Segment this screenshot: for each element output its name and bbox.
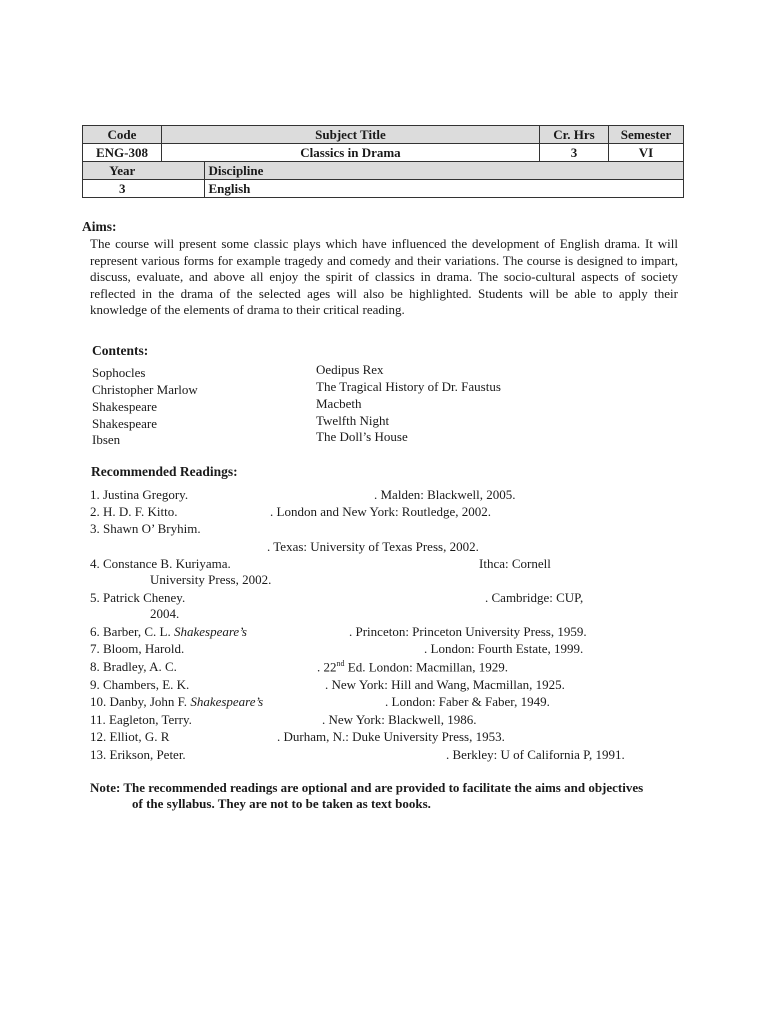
reading-author: 4. Constance B. Kuriyama. [90, 556, 231, 571]
reading-author: 1. Justina Gregory. [90, 487, 189, 502]
reading-author: 7. Bloom, Harold. [90, 641, 185, 656]
course-title: Classics in Drama [162, 144, 540, 162]
contents-heading: Contents: [92, 343, 149, 358]
reading-title-fragment: Shakespeare’s [173, 624, 247, 639]
reading-author: 8. Bradley, A. C. [90, 659, 177, 674]
credit-hours: 3 [540, 144, 609, 162]
aims-text: The course will present some classic plays which have influenced the development of English drama. It will represent various forms for example tragedy and comedy and their variations. The course is designed to impart, discuss, evaluate, and above all enjoy the spirit of classics in drama. The socio-cultural aspects of society reflected in the drama of the selected ages will also be highlighted. Students will be able to apply their knowledge of the elements of drama to their critical reading. [90, 236, 678, 317]
content-work: Oedipus Rex [316, 362, 384, 377]
table-header-row [83, 126, 684, 144]
content-author: Shakespeare [92, 416, 157, 431]
content-work: The Doll’s House [316, 429, 408, 444]
reading-publication: . Cambridge: CUP, [485, 590, 584, 605]
reading-publication: . London and New York: Routledge, 2002. [270, 504, 491, 519]
reading-publication: . London: Faber & Faber, 1949. [385, 694, 550, 709]
note-line-1: Note: The recommended readings are optional and are provided to facilitate the aims and objectives [90, 780, 644, 795]
aims-heading: Aims: [82, 219, 117, 234]
code-header: Code [83, 126, 162, 144]
reading-publication: . Texas: University of Texas Press, 2002. [267, 539, 479, 554]
reading-author: 2. H. D. F. Kitto. [90, 504, 178, 519]
reading-publication: . New York: Blackwell, 1986. [322, 712, 477, 727]
content-author: Sophocles [92, 365, 146, 380]
reading-publication [317, 659, 508, 675]
reading-publication: . Malden: Blackwell, 2005. [374, 487, 516, 502]
reading-author: 12. Elliot, G. R [90, 729, 170, 744]
course-code: ENG-308 [83, 144, 162, 162]
reading-author: 9. Chambers, E. K. [90, 677, 190, 692]
semester-header: Semester [609, 126, 684, 144]
year-header: Year [83, 162, 162, 180]
semester-value: VI [609, 144, 684, 162]
reading-author: 5. Patrick Cheney. [90, 590, 186, 605]
reading-publication: Ithca: Cornell [479, 556, 551, 571]
reading-author [90, 694, 263, 710]
reading-publication: . London: Fourth Estate, 1999. [424, 641, 584, 656]
reading-author [90, 624, 247, 640]
note-line-2: of the syllabus. They are not to be taken as text books. [132, 796, 431, 811]
reading-title-fragment: Shakespeare’s [190, 694, 264, 709]
discipline-value: English [204, 180, 684, 198]
reading-author: 3. Shawn O’ Bryhim. [90, 521, 201, 536]
year-value: 3 [83, 180, 162, 198]
edition-prefix: . 22 [317, 659, 337, 675]
reading-publication: . Princeton: Princeton University Press, 1959. [349, 624, 587, 639]
readings-heading: Recommended Readings: [91, 464, 238, 479]
table-row-2 [83, 180, 684, 198]
content-author: Shakespeare [92, 399, 157, 414]
reading-author-name: 6. Barber, C. L. [90, 624, 171, 639]
course-info-table [82, 125, 684, 198]
reading-publication-cont: University Press, 2002. [150, 572, 272, 587]
reading-publication: . New York: Hill and Wang, Macmillan, 1925. [325, 677, 565, 692]
content-author: Christopher Marlow [92, 382, 198, 397]
cr-hrs-header: Cr. Hrs [540, 126, 609, 144]
table-row [83, 144, 684, 162]
table-header-row-2 [83, 162, 684, 180]
content-work: The Tragical History of Dr. Faustus [316, 379, 501, 394]
reading-author: 13. Erikson, Peter. [90, 747, 186, 762]
discipline-header: Discipline [204, 162, 684, 180]
edition-rest: Ed. London: Macmillan, 1929. [344, 659, 509, 675]
note [90, 780, 690, 812]
content-author: Ibsen [92, 432, 121, 447]
reading-publication: . Durham, N.: Duke University Press, 1953. [277, 729, 505, 744]
reading-publication: . Berkley: U of California P, 1991. [446, 747, 625, 762]
reading-author-name: 10. Danby, John F. [90, 694, 188, 709]
content-work: Macbeth [316, 396, 362, 411]
reading-author: 11. Eagleton, Terry. [90, 712, 192, 727]
subject-title-header: Subject Title [162, 126, 540, 144]
edition-suffix: nd [336, 659, 345, 668]
reading-publication-cont: 2004. [150, 606, 180, 621]
content-work: Twelfth Night [316, 413, 390, 428]
